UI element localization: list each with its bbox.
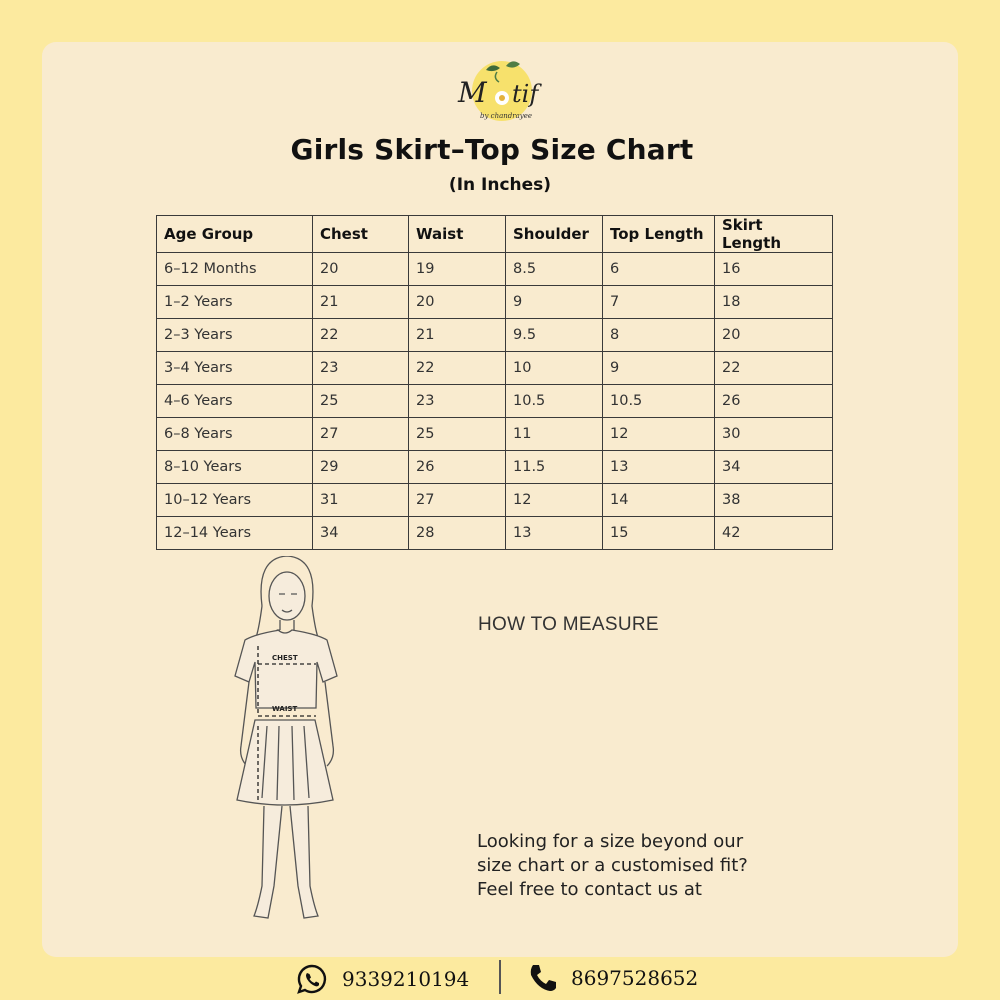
- measurement-cell: 6: [603, 253, 715, 286]
- table-row: [157, 352, 833, 385]
- column-header: Shoulder: [506, 216, 603, 253]
- measurement-cell: 25: [409, 418, 506, 451]
- measurement-cell: 10.5: [506, 385, 603, 418]
- measurement-cell: 20: [409, 286, 506, 319]
- measurement-cell: 10: [506, 352, 603, 385]
- table-header-row: [157, 216, 833, 253]
- measurement-cell: 25: [313, 385, 409, 418]
- measurement-cell: 26: [715, 385, 833, 418]
- measurement-cell: 9.5: [506, 319, 603, 352]
- measurement-cell: 13: [603, 451, 715, 484]
- table-row: [157, 253, 833, 286]
- contact-line: size chart or a customised fit?: [477, 855, 748, 876]
- age-group-cell: 4–6 Years: [157, 385, 313, 418]
- measurement-cell: 19: [409, 253, 506, 286]
- measurement-cell: 20: [715, 319, 833, 352]
- measurement-cell: 7: [603, 286, 715, 319]
- contact-message: [477, 830, 837, 902]
- measurement-cell: 38: [715, 484, 833, 517]
- measurement-cell: 8: [603, 319, 715, 352]
- measurement-cell: 8.5: [506, 253, 603, 286]
- phone-contact[interactable]: [527, 963, 698, 993]
- measurement-cell: 42: [715, 517, 833, 550]
- age-group-cell: 8–10 Years: [157, 451, 313, 484]
- measurement-cell: 16: [715, 253, 833, 286]
- column-header: Chest: [313, 216, 409, 253]
- measurement-cell: 21: [409, 319, 506, 352]
- svg-text:M: M: [458, 76, 487, 109]
- page-subtitle: (In Inches): [448, 175, 552, 195]
- table-row: [157, 451, 833, 484]
- motif-logo: [450, 58, 550, 124]
- measurement-cell: 22: [313, 319, 409, 352]
- measurement-cell: 23: [313, 352, 409, 385]
- age-group-cell: 12–14 Years: [157, 517, 313, 550]
- measurement-cell: 23: [409, 385, 506, 418]
- table-row: [157, 418, 833, 451]
- measurement-cell: 12: [506, 484, 603, 517]
- contact-line: Feel free to contact us at: [477, 879, 702, 900]
- phone-icon: [527, 963, 557, 993]
- age-group-cell: 10–12 Years: [157, 484, 313, 517]
- measurement-cell: 15: [603, 517, 715, 550]
- age-group-cell: 1–2 Years: [157, 286, 313, 319]
- size-chart-table: [156, 215, 833, 550]
- table-row: [157, 319, 833, 352]
- measurement-cell: 20: [313, 253, 409, 286]
- measurement-cell: 18: [715, 286, 833, 319]
- age-group-cell: 6–8 Years: [157, 418, 313, 451]
- measurement-cell: 30: [715, 418, 833, 451]
- measurement-cell: 34: [715, 451, 833, 484]
- measurement-cell: 10.5: [603, 385, 715, 418]
- measurement-cell: 13: [506, 517, 603, 550]
- column-header: Waist: [409, 216, 506, 253]
- phone-number[interactable]: 8697528652: [571, 966, 699, 990]
- age-group-cell: 6–12 Months: [157, 253, 313, 286]
- measurement-cell: 9: [603, 352, 715, 385]
- measurement-cell: 9: [506, 286, 603, 319]
- column-header: Top Length: [603, 216, 715, 253]
- measurement-cell: 14: [603, 484, 715, 517]
- age-group-cell: 3–4 Years: [157, 352, 313, 385]
- measurement-cell: 22: [409, 352, 506, 385]
- waist-label: WAIST: [272, 705, 298, 713]
- measurement-cell: 34: [313, 517, 409, 550]
- whatsapp-number[interactable]: 9339210194: [342, 967, 470, 991]
- table-row: [157, 286, 833, 319]
- table-row: [157, 385, 833, 418]
- girl-measurement-illustration: [222, 556, 352, 924]
- contact-footer: [0, 958, 1000, 1000]
- measurement-cell: 27: [313, 418, 409, 451]
- svg-text:tif: tif: [512, 80, 539, 108]
- measurement-cell: 28: [409, 517, 506, 550]
- measurement-cell: 29: [313, 451, 409, 484]
- page-title: Girls Skirt–Top Size Chart: [290, 133, 694, 166]
- column-header: Skirt Length: [715, 216, 833, 253]
- measurement-cell: 31: [313, 484, 409, 517]
- measurement-cell: 12: [603, 418, 715, 451]
- measurement-cell: 21: [313, 286, 409, 319]
- contact-line: Looking for a size beyond our: [477, 831, 744, 852]
- age-group-cell: 2–3 Years: [157, 319, 313, 352]
- whatsapp-icon: [296, 963, 328, 995]
- measurement-cell: 11: [506, 418, 603, 451]
- measurement-cell: 11.5: [506, 451, 603, 484]
- measurement-cell: 22: [715, 352, 833, 385]
- column-header: Age Group: [157, 216, 313, 253]
- whatsapp-contact[interactable]: [296, 963, 469, 995]
- measurement-cell: 26: [409, 451, 506, 484]
- measurement-cell: 27: [409, 484, 506, 517]
- chest-label: CHEST: [272, 654, 298, 662]
- table-row: [157, 517, 833, 550]
- table-row: [157, 484, 833, 517]
- svg-text:by chandrayee: by chandrayee: [480, 112, 533, 120]
- how-to-measure-heading: HOW TO MEASURE: [478, 614, 659, 635]
- footer-divider: [499, 960, 501, 994]
